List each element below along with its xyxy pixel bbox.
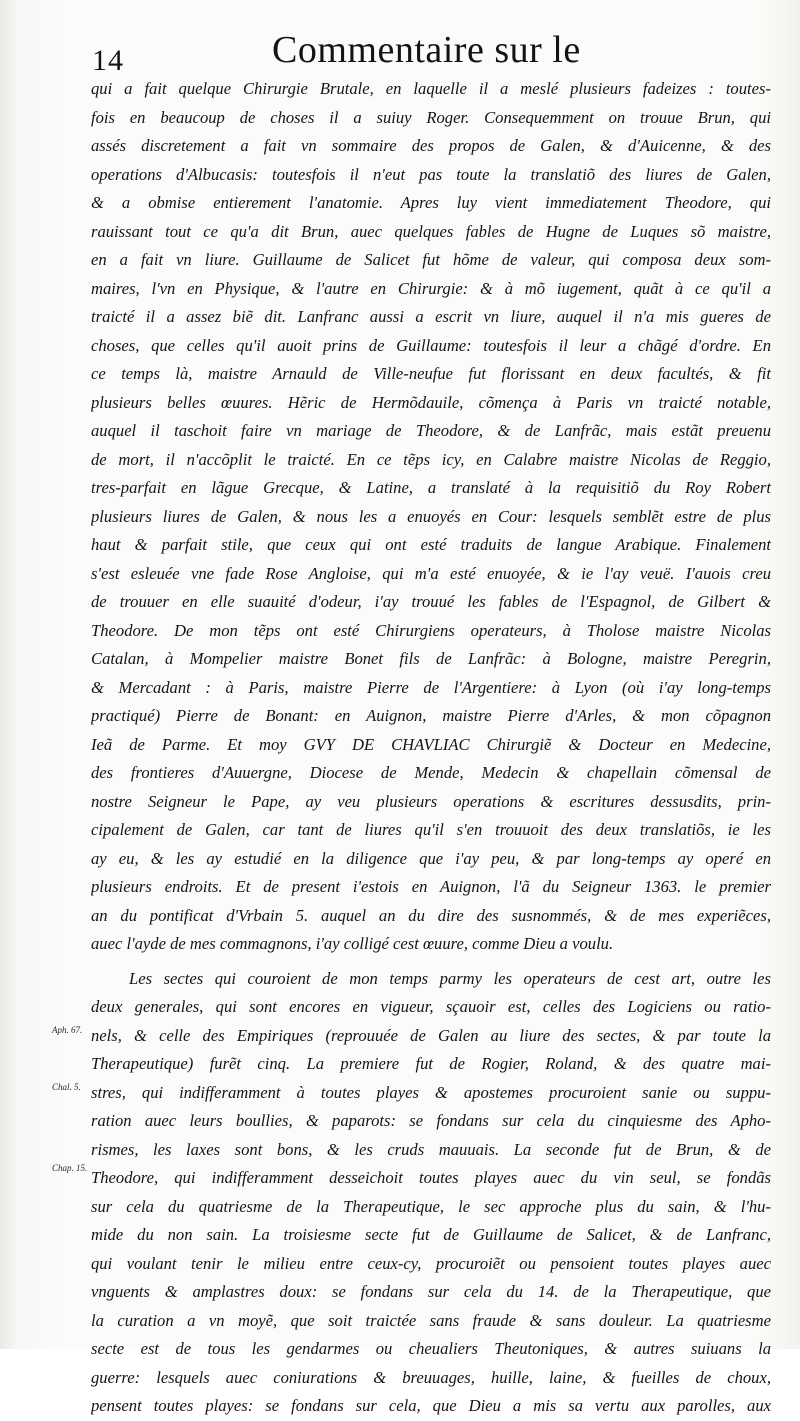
text-line: practiqué) Pierre de Bonant: en Auignon, maistre Pierre d'Arles, & mon cõpagnon (91, 706, 771, 725)
text-line: mide du non sain. La troisiesme secte fut de Guillaume de Salicet, & de Lanfranc, (91, 1225, 771, 1244)
page-header (86, 28, 776, 77)
text-line: nels, & celle des Empiriques (reprouuée de Galen au liure des sectes, & par toute la (91, 1025, 771, 1045)
text-line: auquel il taschoit faire vn mariage de Theodore, & de Lanfrãc, mais estãt preuenu (91, 421, 771, 440)
text-line: Theodore, qui indifferamment desseichoit toutes playes auec du vin seul, se fondãs (91, 1168, 771, 1187)
text-line: Ieã de Parme. Et moy GVY DE CHAVLIAC Chirurgiẽ & Docteur en Medecine, (91, 734, 771, 754)
text-line: plusieurs liures de Galen, & nous les a enuoyés en Cour: lesquels semblẽt estre de plus (91, 506, 771, 526)
text-line: s'est esleuée vne fade Rose Angloise, qui m'a esté enuoyée, & ie l'ay veuë. I'auois creu (91, 563, 771, 583)
text-line: deux generales, qui sont encores en vigueur, sçauoir est, celles des Logiciens ou ratio- (91, 997, 771, 1016)
text-line: la curation a vn moyẽ, que soit traictée sans fraude & sans douleur. La quatriesme (91, 1310, 771, 1330)
text-line: de trouuer en elle suauité d'odeur, i'ay trouué les fables de l'Espagnol, de Gilbert & (91, 592, 771, 611)
text-line: Les sectes qui couroient de mon temps parmy les operateurs de cest art, outre les (129, 968, 771, 988)
text-line: choses, que celles qu'il auoit prins de Guillaume: toutesfois il leur a chãgé d'ordre. En (91, 335, 771, 355)
text-line: & a obmise entierement l'anatomie. Apres luy vient immediatement Theodore, qui (91, 193, 771, 212)
margin-note: Chal. 5. (52, 1082, 81, 1092)
text-line: cipalement de Galen, car tant de liures qu'il s'en trouuoit des deux translatiõs, ie les (91, 820, 771, 839)
text-line: traicté il a assez biẽ dit. Lanfranc aussi a escrit vn liure, auquel il n'a mis gueres de (91, 307, 771, 326)
text-line: guerre: lesquels auec coniurations & breuuages, huille, laine, & fueilles de choux, (91, 1367, 771, 1387)
text-line: secte est de tous les gendarmes ou cheualiers Theutoniques, & autres suiuans la (91, 1339, 771, 1358)
text-line: fois en beaucoup de choses il a suiuy Roger. Consequemment on trouue Brun, qui (91, 107, 771, 127)
text-line: plusieurs belles œuures. Hẽric de Hermõdauile, cõmença à Paris vn traicté notable, (91, 392, 771, 412)
text-line: stres, qui indifferamment à toutes playes & apostemes procuroient sanie ou suppu- (91, 1082, 771, 1102)
text-line: Theodore. De mon tẽps ont esté Chirurgiens operateurs, à Tholose maistre Nicolas (91, 620, 771, 640)
text-line: operations d'Albucasis: toutesfois il n'eut pas toute la translatiõ des liures de Galen, (91, 164, 771, 184)
text-line: des frontieres d'Auuergne, Diocese de Mende, Medecin & chapellain cõmensal de (91, 763, 771, 782)
text-line: ration auec leurs boullies, & paparots: se fondans sur cela du cinquiesme des Apho- (91, 1111, 771, 1130)
text-line: nostre Seigneur le Pape, ay veu plusieurs operations & escritures dessusdits, prin- (91, 791, 771, 811)
text-line: plusieurs endroits. Et de present i'estois en Auignon, l'ã du Seigneur 1363. le premier (91, 877, 771, 896)
text-line: assés discretement a fait vn sommaire des propos de Galen, & d'Auicenne, & des (91, 136, 771, 155)
text-line: rismes, les laxes sont bons, & les cruds mauuais. La seconde fut de Brun, & de (91, 1139, 771, 1159)
text-line: de mort, il n'accõplit le traicté. En ce tẽps icy, en Calabre maistre Nicolas de Reggio, (91, 449, 771, 469)
text-line: an du pontificat d'Vrbain 5. auquel an du dire des susnommés, & de mes experiẽces, (91, 905, 771, 925)
text-line: tres-parfait en lãgue Grecque, & Latine, a translaté à la requisitiõ du Roy Robert (91, 478, 771, 497)
text-line: Therapeutique) furẽt cinq. La premiere fut de Rogier, Roland, & des quatre mai- (91, 1054, 771, 1073)
page-number: 14 (92, 44, 124, 77)
text-line: vnguents & amplastres doux: se fondans sur cela du 14. de la Therapeutique, que (91, 1282, 771, 1301)
text-line: auec l'ayde de mes commagnons, i'ay colligé cest œuure, comme Dieu a voulu. (91, 934, 614, 953)
text-line: ce temps là, maistre Arnauld de Ville-neufue fut florissant en deux facultés, & fit (91, 364, 771, 383)
text-line: maires, l'vn en Physique, & l'autre en Chirurgie: & à mõ iugement, quãt à ce qu'il a (91, 278, 771, 298)
text-line: & Mercadant : à Paris, maistre Pierre de l'Argentiere: à Lyon (où i'ay long-temps (91, 677, 771, 697)
margin-note: Aph. 67. (52, 1025, 83, 1035)
text-line: qui voulant tenir le milieu entre ceux-cy, procuroiẽt ou pensoient toutes playes auec (91, 1253, 771, 1273)
text-line: rauissant tout ce qu'a dit Brun, auec quelques fables de Hugne de Luques sõ maistre, (91, 221, 771, 241)
text-line: Catalan, à Mompelier maistre Bonet fils de Lanfrãc: à Bologne, maistre Peregrin, (91, 649, 771, 668)
text-line: qui a fait quelque Chirurgie Brutale, en laquelle il a meslé plusieurs fadeizes : toutes- (91, 79, 771, 98)
text-line: ay eu, & les ay estudié en la diligence que i'ay peu, & par long-temps ay operé en (91, 848, 771, 868)
body-text (91, 75, 771, 1421)
margin-note: Chap. 15. (52, 1163, 88, 1173)
text-line: sur cela du quatriesme de la Therapeutique, le sec approche plus du sain, & l'hu- (91, 1196, 771, 1216)
text-line: en a fait vn liure. Guillaume de Salicet fut hõme de valeur, qui composa deux som- (91, 250, 771, 269)
text-line: haut & parfait stile, que ceux qui ont esté traduits de langue Arabique. Finalement (91, 535, 771, 554)
running-title: Commentaire sur le (272, 29, 581, 71)
text-line: pensent toutes playes: se fondans sur cela, que Dieu a mis sa vertu aux parolles, aux (91, 1396, 771, 1415)
